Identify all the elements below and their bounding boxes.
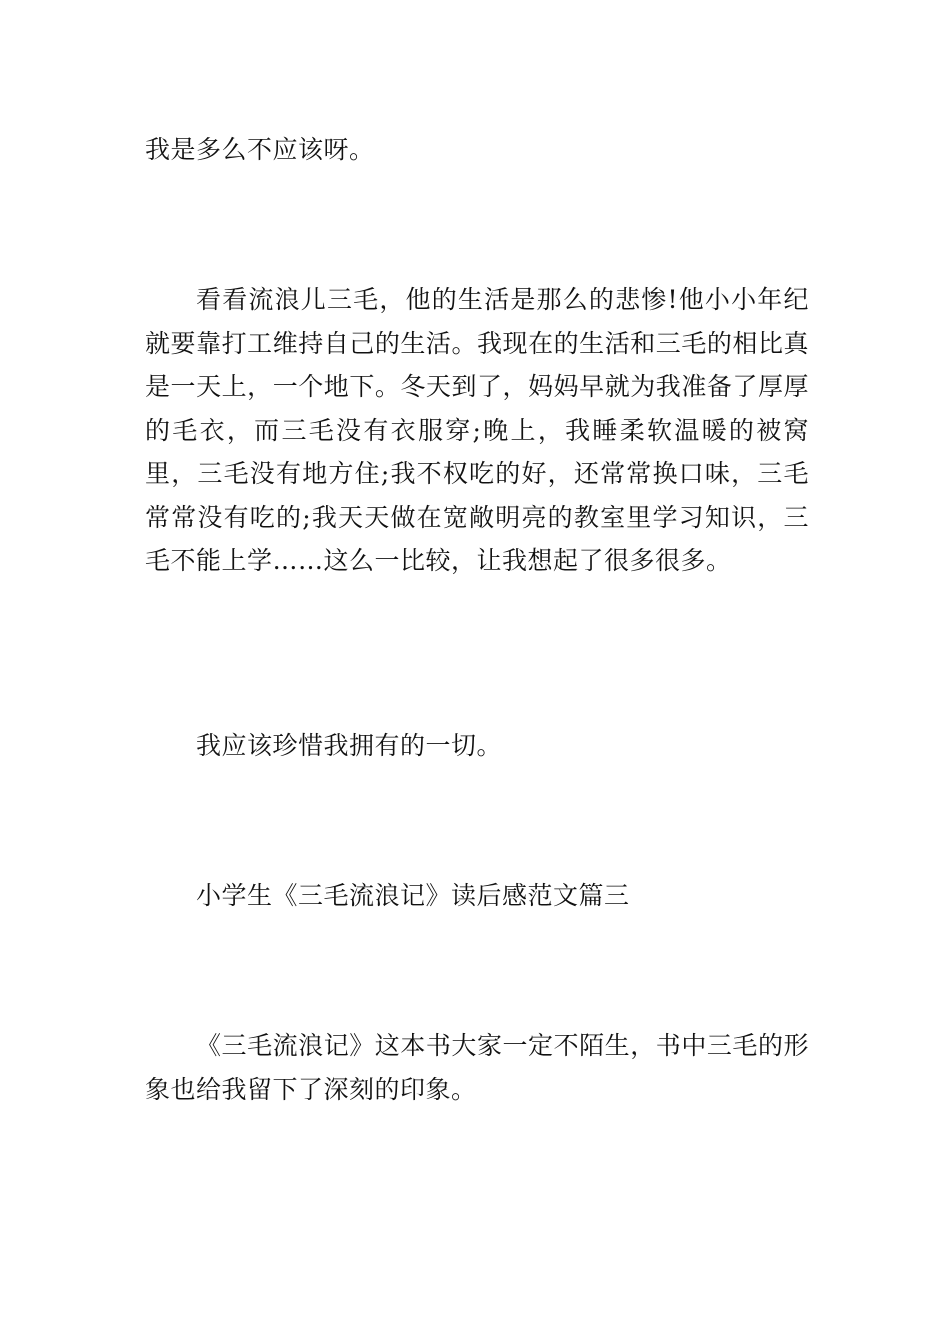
- section-heading: 小学生《三毛流浪记》读后感范文篇三: [196, 881, 630, 910]
- paragraph-cherish: 我应该珍惜我拥有的一切。: [196, 731, 503, 760]
- paragraph-closing-line: 我是多么不应该呀。: [145, 135, 375, 164]
- paragraph-comparison: 看看流浪儿三毛，他的生活是那么的悲惨!他小小年纪就要靠打工维持自己的生活。我现在的生活和三毛的相比真是一天上，一个地下。冬天到了，妈妈早就为我准备了厚厚的毛衣，而三毛没有衣服穿;晚上，我睡柔软温暖的被窝里，三毛没有地方住;我不权吃的好，还常常换口味，三毛常常没有吃的;我天天做在宽敞明亮的教室里学习知识，三毛不能上学……这么一比较，让我想起了很多很多。: [145, 285, 809, 575]
- paragraph-intro: 《三毛流浪记》这本书大家一定不陌生，书中三毛的形象也给我留下了深刻的印象。: [145, 1031, 809, 1104]
